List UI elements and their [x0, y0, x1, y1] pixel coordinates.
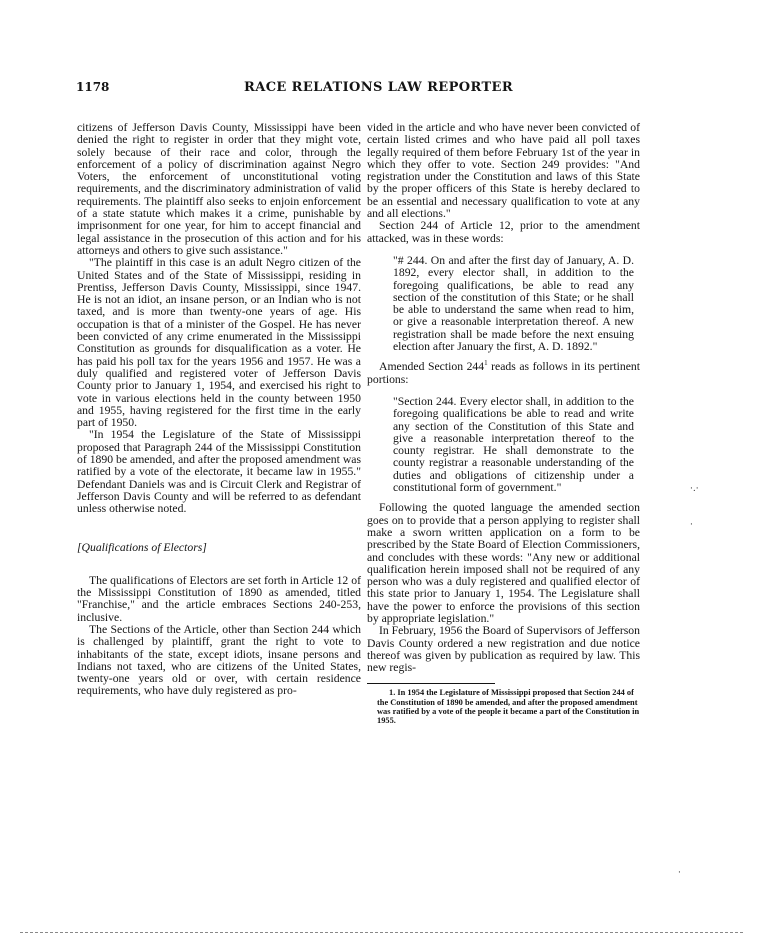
quote-text: "# 244. On and after the first day of January, A. D. 1892, every elector shall, in addition to the foregoing qualifications, be able to read any section of the constitution of this State; or he shall be able to understand the same when read to him, or give a reasonable interpretation thereof. A new registration shall be made before the next ensuing election after January the first, A. D. 1892." — [393, 253, 634, 354]
scan-speck: · — [678, 868, 681, 878]
paragraph-text: reads as follows in its pertinent portions: — [367, 360, 640, 386]
block-quote — [393, 396, 634, 494]
right-column — [367, 122, 640, 725]
running-head: RACE RELATIONS LAW REPORTER — [244, 80, 514, 95]
page-number: 1178 — [76, 80, 110, 94]
footnote: 1. In 1954 the Legislature of Mississippi proposed that Section 244 of the Constitution of 1890 be amended, and after the proposed amendment was ratified by a vote of the people it became a part of the Constitution in 1955. — [377, 688, 640, 726]
block-quote — [393, 255, 634, 353]
left-column — [77, 122, 361, 698]
paragraph: citizens of Jefferson Davis County, Mississippi have been denied the right to register in order that they might vote, solely because of their race and color, through the enforcement of a policy of discrimination against Negro Voters, the enforcement of unconstitutional voting requirements, and the discriminatory administration of valid requirements. The plaintiff also seeks to enjoin enforcement of a state statute which makes it a crime, punishable by imprisonment for one year, for him to accept financial and legal assistance in the prosecution of this action and for his attorneys and others to give such assistance." — [77, 121, 361, 257]
paragraph: vided in the article and who have never been convicted of certain listed crimes and who have paid all poll taxes legally required of them before February 1st of the year in which they offer to vote. Section 249 provides: "And registration under the Constitution and laws of this State by the proper officers of this State is hereby declared to be an essential and necessary qualification to vote at any and all elections." — [367, 121, 640, 221]
scan-speck: · — [690, 520, 693, 530]
section-heading: [Qualifications of Electors] — [77, 540, 207, 554]
page-header — [76, 80, 683, 98]
footnote-reference[interactable]: 1 — [484, 359, 488, 368]
paragraph: The qualifications of Electors are set forth in Article 12 of the Mississippi Constitution of 1890 as amended, titled "Franchise," and the article embraces Sections 240-253, inclusive. — [77, 573, 361, 624]
scan-edge — [20, 932, 743, 933]
paragraph: Section 244 of Article 12, prior to the amendment attacked, was in these words: — [367, 219, 640, 245]
scan-speck: ·.· — [690, 484, 699, 494]
quote-text: "Section 244. Every elector shall, in addition to the foregoing qualifications be able to read and write any section of the Constitution of this State and give a reasonable interpretation thereof to the county registrar. He shall demonstrate to the county registrar a reasonable understanding of the duties and obligations of citizenship under a constitutional form of government." — [393, 394, 634, 495]
paragraph: The Sections of the Article, other than Section 244 which is challenged by plaintiff, grant the right to vote to inhabitants of the state, except idiots, insane persons and Indians not taxed, who are citizens of the United States, twenty-one years old or over, with certain residence requirements, who have duly registered as pro- — [77, 622, 361, 698]
paragraph — [367, 361, 640, 386]
paragraph: "The plaintiff in this case is an adult Negro citizen of the United States and of the State of Mississippi, residing in Prentiss, Jefferson Davis County, Mississippi, since 1947. He is not an idiot, an insane person, or an Indian who is not taxed, and is more than twenty-one years of age. His occupation is that of a minister of the Gospel. He has never been convicted of any crime enumerated in the Mississippi Constitution as grounds for disqualification as a voter. He has paid his poll tax for the years 1956 and 1957. He was a duly qualified and registered voter of Jefferson Davis County prior to January 1, 1954, and exercised his right to vote in various elections held in the county between 1950 and 1955, having registered for the first time in the early part of 1950. — [77, 256, 361, 430]
footnote-divider — [367, 683, 495, 684]
paragraph-text: Amended Section 244 — [379, 360, 485, 374]
paragraph: "In 1954 the Legislature of the State of Mississippi proposed that Paragraph 244 of the Mississippi Constitution of 1890 be amended, and after the proposed amendment was ratified by a vote of the electorate, it became law in 1955." Defendant Daniels was and is Circuit Clerk and Registrar of Jefferson Davis County and will be referred to as defendant unless otherwise noted. — [77, 428, 361, 516]
paragraph: Following the quoted language the amended section goes on to provide that a person applying to register shall make a sworn written application on a form to be prescribed by the State Board of Election Commissioners, and concludes with these words: "Any new or additional qualification herein imposed shall not be required of any person who was a duly registered and qualified elector of this state prior to January 1, 1954. The Legislature shall have the power to enforce the provisions of this section by appropriate legislation." — [367, 501, 640, 625]
paragraph: In February, 1956 the Board of Supervisors of Jefferson Davis County ordered a new registration and due notice thereof was given by publication as required by law. This new regis- — [367, 624, 640, 675]
